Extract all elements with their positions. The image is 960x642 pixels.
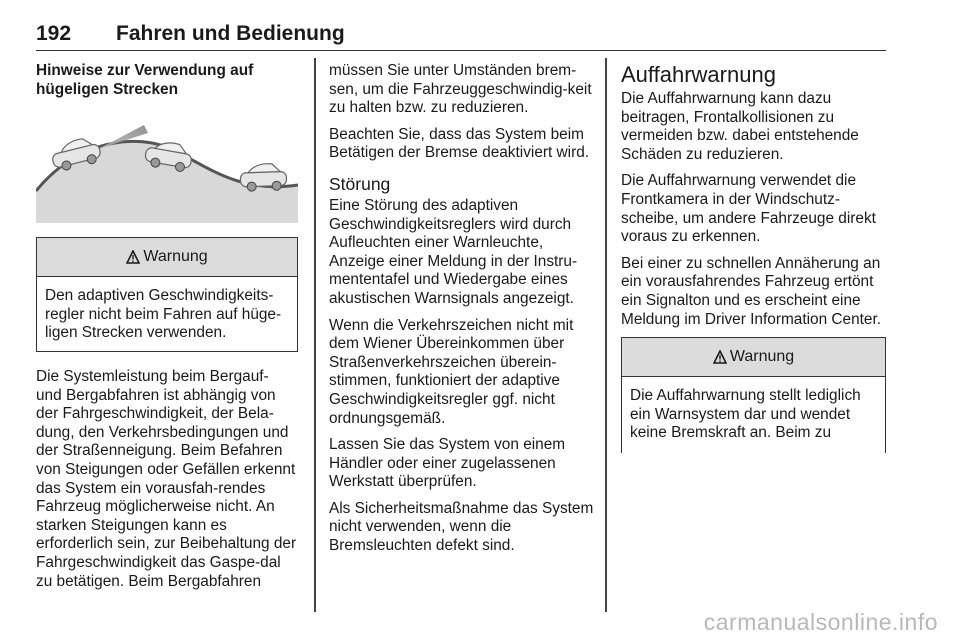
paragraph: Eine Störung des adaptiven Geschwindigkeitsreglers wird durch Aufleuchten einer Warnleuchte, Anzeige einer Meldung in der Instru-mententafel und Wiedergabe eines akustischen Warnsignals angezeigt. [329,196,578,307]
paragraph: Die Auffahrwarnung kann dazu beitragen, Frontalkollisionen zu vermeiden bzw. dabei entstehende Schäden zu reduzieren. [621,90,859,163]
column-divider [605,58,607,612]
paragraph: Lassen Sie das System von einem Händler oder einer zugelassenen Werkstatt überprüfen. [329,436,566,491]
warning-text: Den adaptiven Geschwindigkeits-regler nicht beim Fahren auf hüge-ligen Strecken verwenden. [45,287,282,342]
column-1 [36,62,298,599]
warning-triangle-icon [713,350,727,364]
chapter-title: Fahren und Bedienung [116,22,345,45]
hill-cars-illustration [36,111,298,223]
paragraph: Als Sicherheitsmaßnahme das System nicht verwenden, wenn die Bremsleuchten defekt sind. [329,499,594,555]
warning-triangle-icon [126,250,140,264]
section-subheading: Hinweise zur Verwendung auf hügeligen Strecken [36,62,254,98]
column-3 [621,62,886,453]
paragraph: Beachten Sie, dass das System beim Betätigen der Bremse deaktiviert wird. [329,125,590,162]
warning-header [37,238,297,277]
page-header [36,20,886,51]
warning-title: Warnung [729,347,795,365]
warning-header [622,338,885,377]
column-2 [329,62,594,564]
paragraph: Die Systemleistung beim Bergauf- und Bergabfahren ist abhängig von der Fahrgeschwindigkeit, der Bela-dung, den Verkehrsbedingungen und der Straßenneigung. Beim Befahren von Steigungen oder Gefällen erkennt das System ein vorausfah-rendes Fahrzeug möglicherweise nicht. An starken Steigungen kann es erforderlich sein, zur Beibehaltung der Fahrgeschwindigkeit das Gaspe-dal zu betätigen. Beim Bergabfahren [36,367,297,590]
warning-text: Die Auffahrwarnung stellt lediglich ein Warnsystem dar und wendet keine Bremskraft an. Beim zu [630,387,861,442]
warning-box [621,337,886,453]
paragraph: Die Auffahrwarnung verwendet die Frontkamera in der Windschutz-scheibe, um andere Fahrzeuge direkt voraus zu erkennen. [621,172,876,246]
paragraph: Wenn die Verkehrszeichen nicht mit dem Wiener Übereinkommen über Straßenverkehrszeichen überein-stimmen, funktioniert der adaptive Geschwindigkeitsregler ggf. nicht ordnungsgemäß. [329,316,574,427]
watermark: carmanualsonline.info [703,609,938,635]
column-divider [314,58,316,612]
section-heading: Auffahrwarnung [621,62,776,87]
warning-box [36,237,298,352]
page-number: 192 [36,22,72,45]
section-heading: Störung [329,173,391,194]
warning-title: Warnung [143,247,208,265]
paragraph: müssen Sie unter Umständen brem-sen, um die Fahrzeuggeschwindig-keit zu halten bzw. zu reduzieren. [329,62,592,117]
paragraph: Bei einer zu schnellen Annäherung an ein vorausfahrendes Fahrzeug ertönt ein Signalton und es erscheint eine Meldung im Driver Information Center. [621,254,882,328]
